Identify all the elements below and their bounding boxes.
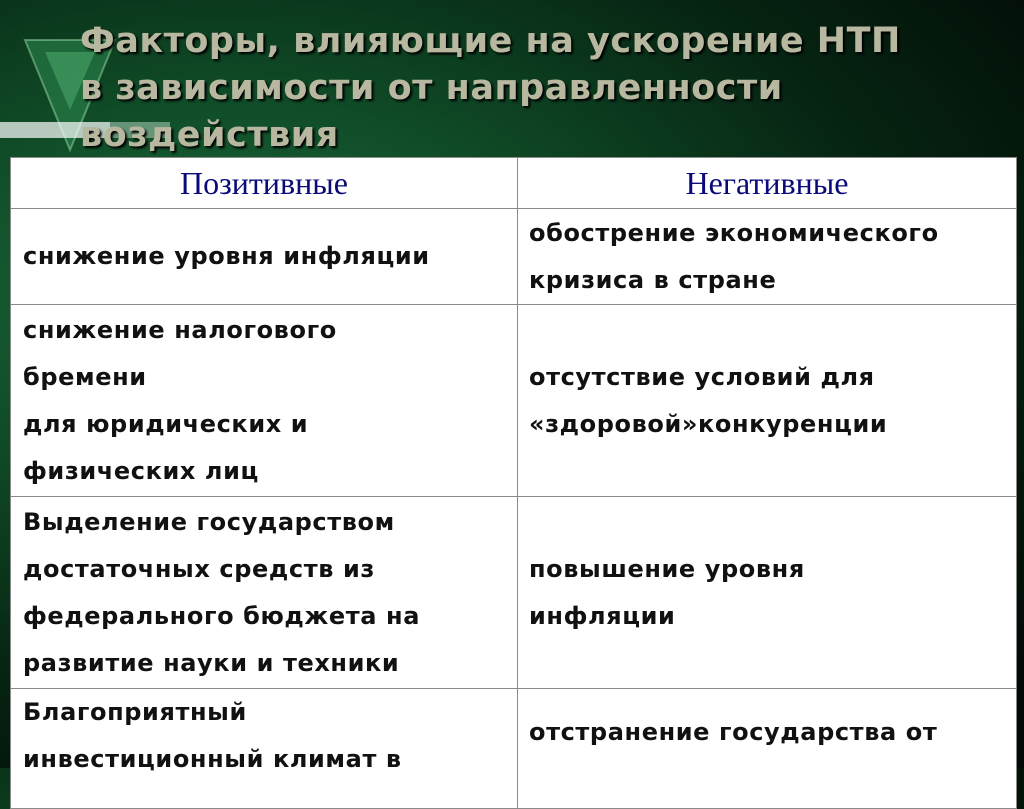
cell-text: федерального бюджета на: [23, 601, 421, 630]
positive-factor-cell: [11, 305, 518, 497]
title-line: в зависимости от направленности: [80, 68, 783, 108]
negative-factor-cell: [518, 305, 1017, 497]
table-row: [11, 305, 1017, 497]
cell-text: отстранение государства от: [529, 718, 938, 746]
cell-text: снижение налогового: [23, 315, 337, 344]
cell-text: снижение уровня инфляции: [23, 242, 430, 270]
cell-text: инфляции: [529, 601, 676, 630]
cell-text: достаточных средств из: [23, 554, 375, 583]
negative-factor-cell: [518, 689, 1017, 809]
cell-text: развитие науки и техники: [23, 648, 400, 677]
cell-text: физических лиц: [23, 456, 259, 485]
positive-factor-cell: [11, 209, 518, 305]
positive-factor-cell: [11, 689, 518, 809]
cell-text: бремени: [23, 362, 147, 391]
title-line: Факторы, влияющие на ускорение НТП: [80, 21, 901, 61]
slide-title: [80, 18, 1010, 159]
cell-text: отсутствие условий для: [529, 362, 875, 391]
table-row: [11, 689, 1017, 809]
cell-text: обострение экономического: [529, 218, 939, 247]
column-header-negative: Негативные: [518, 158, 1017, 209]
title-line: воздействия: [80, 115, 339, 155]
table-header-row: [11, 158, 1017, 209]
cell-text: для юридических и: [23, 409, 309, 438]
cell-text: Выделение государством: [23, 507, 395, 536]
positive-factor-cell: [11, 497, 518, 689]
factors-table: [10, 157, 1017, 809]
cell-text: «здоровой»конкуренции: [529, 409, 888, 438]
cell-text: повышение уровня: [529, 554, 805, 583]
cell-text: инвестиционный климат в: [23, 745, 402, 773]
table-row: [11, 209, 1017, 305]
cell-text: Благоприятный: [23, 698, 247, 726]
negative-factor-cell: [518, 209, 1017, 305]
cell-text: кризиса в стране: [529, 265, 777, 294]
negative-factor-cell: [518, 497, 1017, 689]
column-header-positive: Позитивные: [11, 158, 518, 209]
table-row: [11, 497, 1017, 689]
